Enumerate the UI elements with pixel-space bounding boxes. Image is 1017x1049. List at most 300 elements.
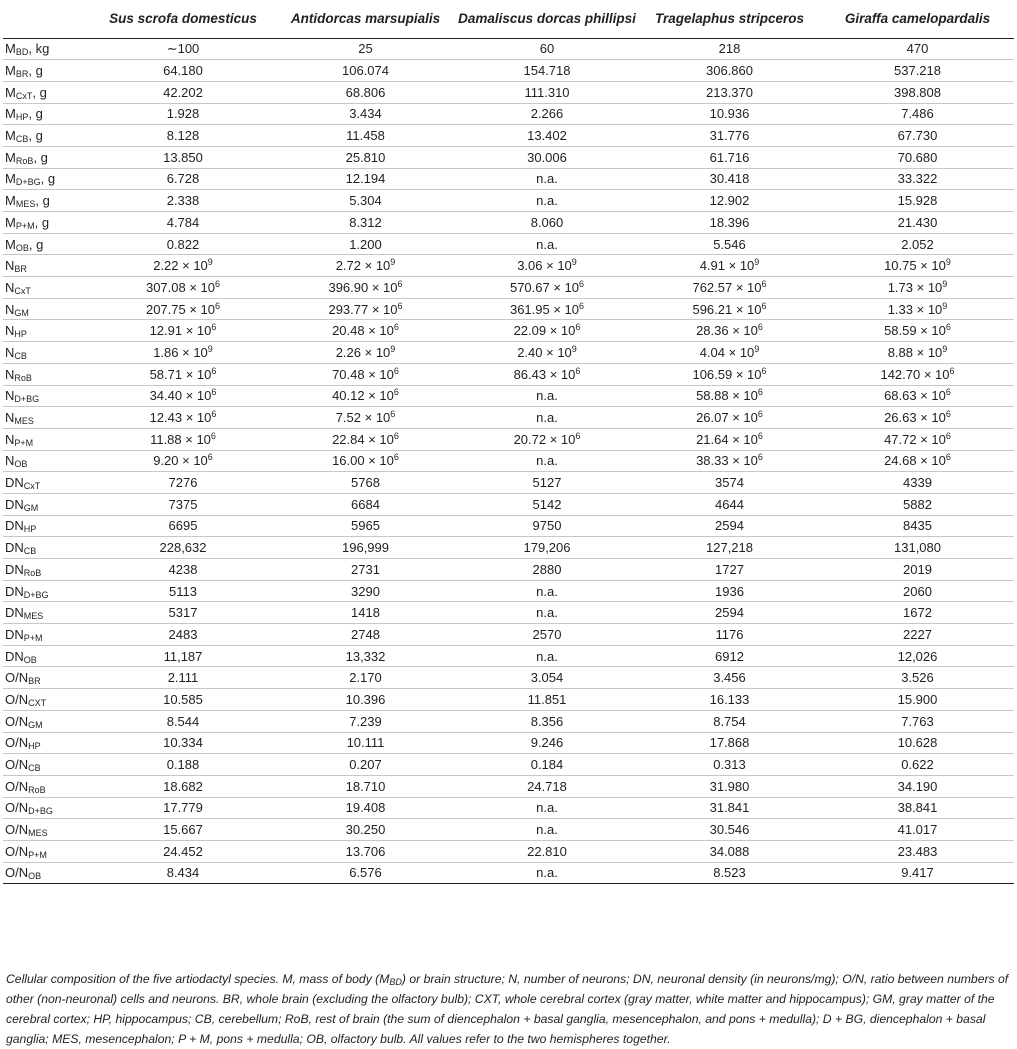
table-cell: n.a. — [456, 233, 638, 255]
row-label — [3, 624, 91, 646]
table-cell — [638, 277, 821, 299]
table-cell: 15.667 — [91, 819, 275, 841]
table-cell — [456, 277, 638, 299]
cell-mantissa: 12.91 × 10 — [149, 323, 212, 339]
table-cell: 106.074 — [275, 60, 456, 82]
table-cell: 68.806 — [275, 81, 456, 103]
table-cell: ∼100 — [91, 38, 275, 60]
cell-exponent: 6 — [393, 387, 399, 398]
row-label-prefix: DN — [5, 561, 24, 577]
row-label-prefix: O/N — [5, 822, 29, 838]
cell-exponent: 6 — [210, 430, 216, 441]
row-label-subscript: P+M — [14, 437, 34, 448]
header-row — [3, 0, 1014, 38]
caption-text: Cellular composition of the five artiodactyl species. M, mass of body (M — [6, 972, 390, 986]
table-cell: 5882 — [821, 493, 1014, 515]
row-label-subscript: CxT — [14, 285, 31, 296]
table-cell: 12,026 — [821, 645, 1014, 667]
cell-exponent: 9 — [390, 257, 396, 268]
cell-exponent: 6 — [215, 278, 221, 289]
table-cell: 6695 — [91, 515, 275, 537]
cell-exponent: 6 — [215, 300, 221, 311]
table-cell: 24.452 — [91, 840, 275, 862]
table-cell: 1176 — [638, 624, 821, 646]
table-cell: 30.250 — [275, 819, 456, 841]
cell-exponent: 6 — [579, 278, 585, 289]
table-row — [3, 168, 1014, 190]
row-label-prefix: O/N — [5, 691, 29, 707]
table-cell: n.a. — [456, 645, 638, 667]
cell-mantissa: 207.75 × 10 — [145, 301, 216, 317]
row-label — [3, 754, 91, 776]
table-cell — [91, 298, 275, 320]
table-row — [3, 255, 1014, 277]
cell-exponent: 9 — [942, 300, 948, 311]
table-cell: 15.900 — [821, 689, 1014, 711]
table-row — [3, 537, 1014, 559]
row-label-subscript: GM — [14, 307, 29, 318]
row-label — [3, 212, 91, 234]
cell-exponent: 9 — [571, 343, 577, 354]
table-cell: 3.434 — [275, 103, 456, 125]
table-cell: 7.763 — [821, 710, 1014, 732]
row-label-subscript: RoB — [15, 155, 34, 166]
table-cell: 470 — [821, 38, 1014, 60]
table-cell — [821, 428, 1014, 450]
table-row — [3, 450, 1014, 472]
table-cell: 8.754 — [638, 710, 821, 732]
row-label — [3, 233, 91, 255]
cell-exponent: 6 — [945, 409, 951, 420]
table-cell: 6912 — [638, 645, 821, 667]
table-row — [3, 602, 1014, 624]
table-row — [3, 363, 1014, 385]
table-cell: 8435 — [821, 515, 1014, 537]
table-cell: 25 — [275, 38, 456, 60]
row-label-subscript: BD — [15, 47, 29, 58]
table-cell: 9.246 — [456, 732, 638, 754]
table-cell: 7375 — [91, 493, 275, 515]
row-label — [3, 645, 91, 667]
table-cell: 16.133 — [638, 689, 821, 711]
table-cell: 67.730 — [821, 125, 1014, 147]
row-label-unit: , g — [28, 63, 43, 79]
cell-mantissa: 3.06 × 10 — [517, 258, 572, 274]
table-cell: 0.207 — [275, 754, 456, 776]
table-cell: 6684 — [275, 493, 456, 515]
cell-exponent: 6 — [579, 300, 585, 311]
cell-exponent: 6 — [393, 365, 399, 376]
table-cell — [638, 450, 821, 472]
row-label-prefix: N — [5, 258, 15, 274]
table-cell — [638, 342, 821, 364]
cell-exponent: 6 — [575, 430, 581, 441]
cell-exponent: 6 — [397, 278, 403, 289]
row-label-prefix: M — [5, 41, 16, 57]
table-cell: 10.585 — [91, 689, 275, 711]
row-label-subscript: RoB — [23, 567, 42, 578]
row-label-subscript: RoB — [14, 372, 32, 383]
table-cell — [275, 255, 456, 277]
table-cell: 18.710 — [275, 775, 456, 797]
cell-exponent: 6 — [945, 387, 951, 398]
cell-mantissa: 38.33 × 10 — [696, 453, 758, 469]
cell-exponent: 9 — [754, 257, 760, 268]
cell-exponent: 6 — [393, 322, 399, 333]
cell-mantissa: 12.43 × 10 — [149, 410, 212, 426]
table-cell: 7276 — [91, 472, 275, 494]
table-cell: 2.111 — [91, 667, 275, 689]
cell-exponent: 6 — [211, 409, 217, 420]
column-header-species: Giraffa camelopardalis — [821, 0, 1014, 38]
cell-exponent: 6 — [397, 300, 403, 311]
cell-exponent: 6 — [757, 322, 763, 333]
row-label-subscript: HP — [15, 112, 29, 123]
row-label-subscript: CxT — [23, 481, 41, 492]
cell-exponent: 6 — [761, 278, 767, 289]
table-row — [3, 298, 1014, 320]
cell-mantissa: 58.71 × 10 — [149, 366, 212, 382]
cell-mantissa: 28.36 × 10 — [696, 323, 758, 339]
table-cell: 2.170 — [275, 667, 456, 689]
table-cell: 2483 — [91, 624, 275, 646]
cell-mantissa: 596.21 × 10 — [692, 301, 762, 317]
table-cell: 0.313 — [638, 754, 821, 776]
row-label — [3, 819, 91, 841]
table-cell — [275, 450, 456, 472]
table-cell — [638, 407, 821, 429]
table-row — [3, 233, 1014, 255]
row-label-subscript: D+BG — [15, 177, 41, 188]
cell-exponent: 9 — [207, 343, 213, 354]
row-label-prefix: M — [5, 171, 16, 187]
table-cell — [638, 298, 821, 320]
cell-mantissa: 24.68 × 10 — [884, 453, 946, 469]
table-cell: n.a. — [456, 580, 638, 602]
row-label — [3, 428, 91, 450]
table-cell: 1672 — [821, 602, 1014, 624]
table-cell — [456, 298, 638, 320]
cell-mantissa: 10.75 × 10 — [884, 258, 946, 274]
row-label-prefix: N — [5, 453, 15, 469]
cell-mantissa: 40.12 × 10 — [332, 388, 394, 404]
table-cell: 0.822 — [91, 233, 275, 255]
table-cell — [91, 428, 275, 450]
row-label-subscript: CxT — [15, 90, 33, 101]
table-caption — [6, 969, 1011, 1049]
row-label — [3, 515, 91, 537]
table-cell: 2227 — [821, 624, 1014, 646]
table-cell: 2594 — [638, 602, 821, 624]
table-cell: 1418 — [275, 602, 456, 624]
table-cell: 4644 — [638, 493, 821, 515]
row-label — [3, 81, 91, 103]
cell-mantissa: 762.57 × 10 — [692, 279, 762, 295]
table-cell — [275, 320, 456, 342]
table-cell: 2.052 — [821, 233, 1014, 255]
table-cell: 33.322 — [821, 168, 1014, 190]
row-label-subscript: OB — [14, 459, 28, 470]
row-label-subscript: D+BG — [14, 394, 40, 405]
table-cell — [821, 255, 1014, 277]
table-cell: n.a. — [456, 862, 638, 884]
table-row — [3, 515, 1014, 537]
table-row — [3, 190, 1014, 212]
table-cell: 6.576 — [275, 862, 456, 884]
row-label-unit: , g — [34, 214, 50, 230]
row-label-subscript: CB — [15, 134, 29, 145]
row-label — [3, 537, 91, 559]
table-row — [3, 472, 1014, 494]
table-cell: 2019 — [821, 559, 1014, 581]
table-cell: 2594 — [638, 515, 821, 537]
row-label — [3, 255, 91, 277]
table-row — [3, 624, 1014, 646]
row-label-subscript: OB — [28, 871, 42, 882]
table-row — [3, 580, 1014, 602]
row-label-prefix: DN — [5, 648, 24, 664]
row-label-prefix: N — [5, 366, 15, 382]
table-cell: 11.851 — [456, 689, 638, 711]
table-cell: 11,187 — [91, 645, 275, 667]
row-label-subscript: OB — [23, 654, 37, 665]
row-label-subscript: BR — [14, 264, 27, 275]
table-cell: 5.546 — [638, 233, 821, 255]
table-cell: 19.408 — [275, 797, 456, 819]
table-cell: n.a. — [456, 168, 638, 190]
cell-exponent: 9 — [945, 257, 951, 268]
row-label-prefix: DN — [5, 475, 24, 491]
row-label-subscript: GM — [23, 502, 39, 513]
cell-mantissa: 7.52 × 10 — [335, 410, 391, 426]
cell-mantissa: 21.64 × 10 — [696, 431, 758, 447]
table-cell: 15.928 — [821, 190, 1014, 212]
row-label-prefix: N — [5, 344, 15, 360]
table-row — [3, 754, 1014, 776]
table-cell: 42.202 — [91, 81, 275, 103]
row-label-subscript: HP — [14, 329, 27, 340]
table-cell: n.a. — [456, 190, 638, 212]
table-cell: 8.544 — [91, 710, 275, 732]
cell-exponent: 9 — [390, 343, 396, 354]
table-cell — [821, 277, 1014, 299]
table-cell: 127,218 — [638, 537, 821, 559]
table-cell: 0.184 — [456, 754, 638, 776]
table-cell: 70.680 — [821, 146, 1014, 168]
table-cell: 8.128 — [91, 125, 275, 147]
table-cell: 6.728 — [91, 168, 275, 190]
table-cell: 18.682 — [91, 775, 275, 797]
row-label-subscript: MES — [14, 416, 34, 427]
cell-exponent: 6 — [945, 430, 951, 441]
row-label — [3, 342, 91, 364]
row-label-subscript: OB — [15, 242, 29, 253]
table-cell: 3.054 — [456, 667, 638, 689]
table-cell: 10.396 — [275, 689, 456, 711]
table-cell: 1727 — [638, 559, 821, 581]
row-label-subscript: HP — [28, 741, 41, 752]
table-cell: 34.088 — [638, 840, 821, 862]
table-cell: 196,999 — [275, 537, 456, 559]
table-cell: 9750 — [456, 515, 638, 537]
row-label-prefix: DN — [5, 626, 24, 642]
cell-mantissa: 70.48 × 10 — [332, 366, 394, 382]
table-cell: 31.776 — [638, 125, 821, 147]
cell-mantissa: 34.40 × 10 — [149, 388, 212, 404]
table-row — [3, 385, 1014, 407]
table-cell — [275, 342, 456, 364]
table-row — [3, 493, 1014, 515]
row-label — [3, 146, 91, 168]
row-label-prefix: N — [5, 388, 15, 404]
data-table — [3, 0, 1014, 884]
table-row — [3, 862, 1014, 884]
table-cell: 31.980 — [638, 775, 821, 797]
table-cell — [821, 385, 1014, 407]
table-cell: 2748 — [275, 624, 456, 646]
cell-mantissa: 142.70 × 10 — [880, 366, 950, 382]
table-cell — [91, 320, 275, 342]
row-label — [3, 277, 91, 299]
row-label-unit: , g — [35, 193, 50, 209]
table-cell: 111.310 — [456, 81, 638, 103]
table-row — [3, 667, 1014, 689]
row-label-prefix: DN — [5, 496, 24, 512]
table-cell — [821, 450, 1014, 472]
table-cell — [91, 255, 275, 277]
column-header-species: Antidorcas marsupialis — [275, 0, 456, 38]
table-cell: 34.190 — [821, 775, 1014, 797]
table-cell: 218 — [638, 38, 821, 60]
cell-exponent: 9 — [942, 343, 948, 354]
cell-exponent: 6 — [757, 387, 763, 398]
table-cell: 5768 — [275, 472, 456, 494]
cell-exponent: 9 — [207, 257, 213, 268]
row-label-subscript: BR — [15, 69, 29, 80]
row-label-subscript: GM — [28, 719, 43, 730]
cell-mantissa: 307.08 × 10 — [145, 279, 216, 295]
table-cell: 179,206 — [456, 537, 638, 559]
row-label — [3, 385, 91, 407]
row-label-prefix: O/N — [5, 800, 29, 816]
cell-mantissa: 1.86 × 10 — [153, 344, 208, 360]
table-cell: 1936 — [638, 580, 821, 602]
table-row — [3, 559, 1014, 581]
row-label-prefix: DN — [5, 583, 24, 599]
table-row — [3, 212, 1014, 234]
row-label-subscript: P+M — [28, 849, 47, 860]
row-label-prefix: DN — [5, 518, 24, 534]
row-label-prefix: O/N — [5, 713, 29, 729]
cell-mantissa: 11.88 × 10 — [150, 431, 211, 447]
cell-mantissa: 106.59 × 10 — [692, 366, 762, 382]
table-cell: 41.017 — [821, 819, 1014, 841]
table-cell — [638, 363, 821, 385]
table-cell — [91, 342, 275, 364]
table-cell: 17.868 — [638, 732, 821, 754]
row-label-prefix: M — [5, 236, 16, 252]
table-cell: 9.417 — [821, 862, 1014, 884]
cell-exponent: 6 — [393, 430, 399, 441]
cell-mantissa: 86.43 × 10 — [513, 366, 576, 382]
table-cell: 12.194 — [275, 168, 456, 190]
table-cell: 64.180 — [91, 60, 275, 82]
table-cell: 17.779 — [91, 797, 275, 819]
row-label-prefix: O/N — [5, 735, 29, 751]
row-label — [3, 580, 91, 602]
table-row — [3, 797, 1014, 819]
cell-exponent: 6 — [757, 452, 763, 463]
table-cell: 13.402 — [456, 125, 638, 147]
row-label-subscript: CB — [14, 350, 27, 361]
row-label — [3, 559, 91, 581]
table-row — [3, 38, 1014, 60]
table-cell: 5965 — [275, 515, 456, 537]
table-cell — [275, 298, 456, 320]
row-label — [3, 298, 91, 320]
row-label — [3, 125, 91, 147]
table-cell: 11.458 — [275, 125, 456, 147]
table-cell: 1.928 — [91, 103, 275, 125]
table-cell: 213.370 — [638, 81, 821, 103]
row-label — [3, 363, 91, 385]
table-cell: 0.622 — [821, 754, 1014, 776]
row-label — [3, 862, 91, 884]
row-label-prefix: N — [5, 279, 15, 295]
cell-mantissa: 20.48 × 10 — [332, 323, 394, 339]
column-header-species: Damaliscus dorcas phillipsi — [456, 0, 638, 38]
cell-mantissa: 58.88 × 10 — [696, 388, 758, 404]
row-label-subscript: D+BG — [23, 589, 49, 600]
cell-exponent: 6 — [207, 452, 213, 463]
table-cell: 8.312 — [275, 212, 456, 234]
table-cell: 38.841 — [821, 797, 1014, 819]
cell-mantissa: 9.20 × 10 — [153, 453, 208, 469]
row-label-prefix: N — [5, 431, 15, 447]
cell-mantissa: 26.07 × 10 — [696, 410, 758, 426]
table-cell: 228,632 — [91, 537, 275, 559]
table-cell: 3.456 — [638, 667, 821, 689]
row-label-prefix: M — [5, 84, 16, 100]
column-header-species: Sus scrofa domesticus — [91, 0, 275, 38]
row-label-subscript: CB — [23, 546, 37, 557]
table-cell — [638, 255, 821, 277]
table-body — [3, 38, 1014, 884]
table-cell: 8.356 — [456, 710, 638, 732]
row-label-subscript: RoB — [28, 784, 46, 795]
cell-mantissa: 4.04 × 10 — [699, 344, 755, 360]
cell-exponent: 9 — [571, 257, 577, 268]
table-row — [3, 277, 1014, 299]
cell-mantissa: 58.59 × 10 — [884, 323, 946, 339]
table-cell: 3.526 — [821, 667, 1014, 689]
cell-mantissa: 361.95 × 10 — [509, 301, 580, 317]
row-label-unit: , g — [40, 171, 56, 187]
table-cell: 2880 — [456, 559, 638, 581]
table-cell: 10.936 — [638, 103, 821, 125]
table-cell: 2.266 — [456, 103, 638, 125]
table-cell: 2060 — [821, 580, 1014, 602]
row-label-prefix: N — [5, 410, 15, 426]
table-cell — [456, 320, 638, 342]
row-label — [3, 797, 91, 819]
table-cell: 8.060 — [456, 212, 638, 234]
table-cell — [456, 255, 638, 277]
table-cell: 10.111 — [275, 732, 456, 754]
table-cell — [456, 363, 638, 385]
cell-mantissa: 2.22 × 10 — [153, 258, 208, 274]
table-cell — [456, 342, 638, 364]
